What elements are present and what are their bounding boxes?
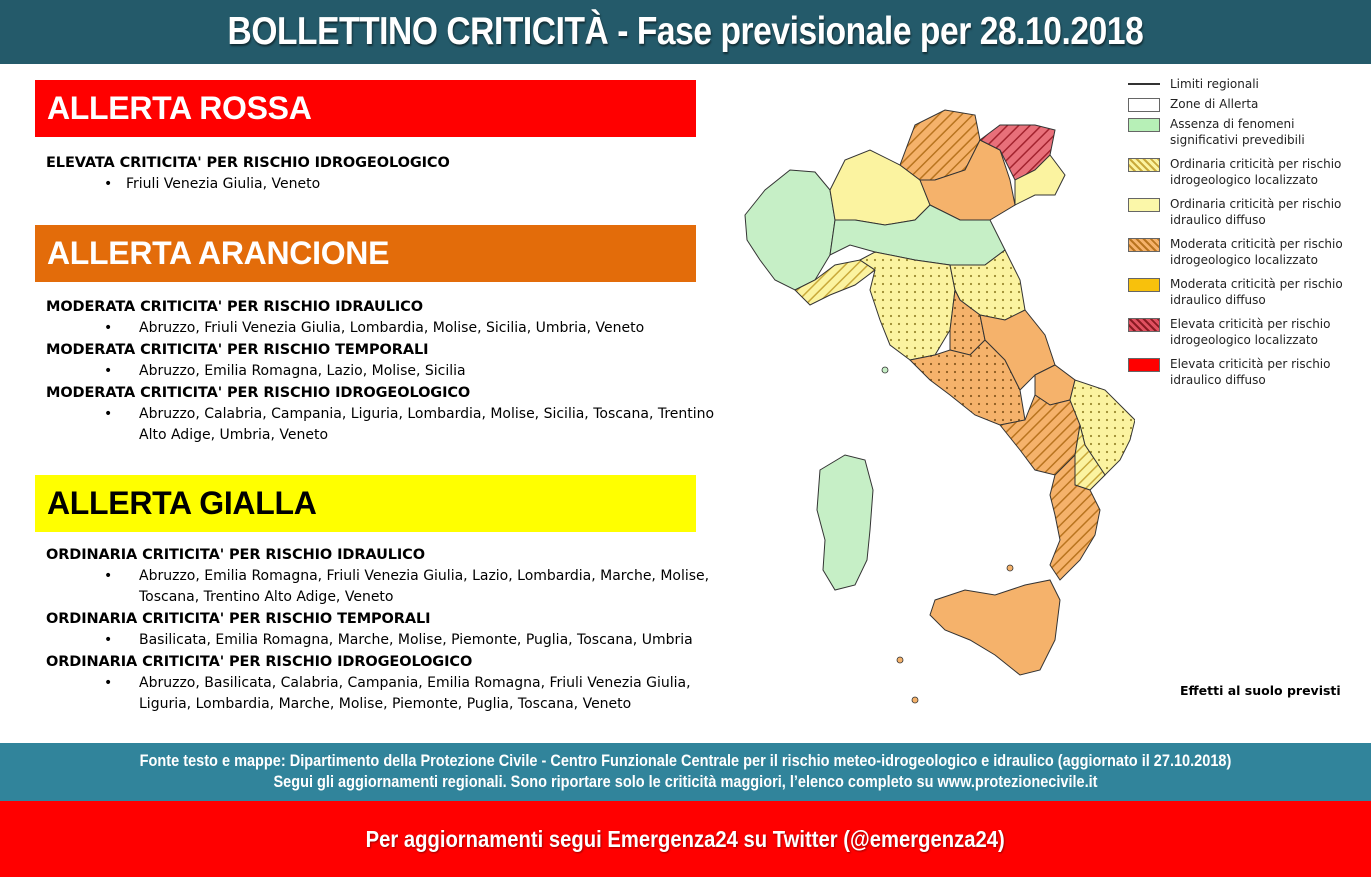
region-text: Friuli Venezia Giulia, Veneto [126, 176, 321, 192]
region-text: Liguria, Lombardia, Marche, Molise, Piemonte, Puglia, Toscana, Veneto [139, 696, 632, 712]
twitter-text: Per aggiornamenti segui Emergenza24 su Twitter (@emergenza24) [365, 825, 1006, 852]
source-line: Fonte testo e mappe: Dipartimento della Protezione Civile - Centro Funzionale Centrale per il rischio meteo-idrogeologico e idraulico (aggiornato il 27.10.2018) [139, 752, 1232, 770]
legend-swatch [1128, 278, 1160, 292]
region-text: Abruzzo, Emilia Romagna, Friuli Venezia Giulia, Lazio, Lombardia, Marche, Molise, [139, 568, 710, 584]
italy-map-graphic [735, 80, 1135, 720]
region-list [46, 404, 736, 425]
risk-heading: ORDINARIA CRITICITA' PER RISCHIO IDROGEOLOGICO [46, 654, 473, 670]
region-sicilia [930, 580, 1060, 675]
island-eolie [1007, 565, 1013, 571]
region-list [46, 174, 736, 195]
risk-heading: ORDINARIA CRITICITA' PER RISCHIO TEMPORALI [46, 611, 431, 627]
legend-label: Ordinaria criticità per rischio idraulico diffuso [1170, 197, 1342, 227]
region-sardegna [817, 455, 873, 590]
legend-swatch [1128, 98, 1160, 112]
legend-label: Elevata criticità per rischio idraulico diffuso [1170, 357, 1331, 387]
bullet-icon: • [104, 176, 113, 192]
region-list [46, 673, 736, 694]
island-pantelleria [897, 657, 903, 663]
region-piemonte [745, 170, 835, 290]
region-toscana [860, 252, 955, 360]
map-caption: Effetti al suolo previsti [1180, 683, 1341, 698]
risk-heading: MODERATA CRITICITA' PER RISCHIO TEMPORALI [46, 342, 429, 358]
region-list [46, 566, 736, 587]
updates-line: Segui gli aggiornamenti regionali. Sono riportare solo le criticità maggiori, l’elenco completo su www.protezionecivile.it [273, 773, 1098, 791]
alert-orange-banner: ALLERTA ARANCIONE [35, 225, 696, 282]
legend-label: Limiti regionali [1170, 77, 1259, 91]
region-text: Alto Adige, Umbria, Veneto [139, 427, 329, 443]
legend-swatch [1128, 118, 1160, 132]
twitter-banner [0, 801, 1371, 877]
legend-swatch [1128, 318, 1160, 332]
region-list [46, 630, 736, 651]
island-elba [882, 367, 888, 373]
region-list-continued [46, 425, 736, 446]
risk-heading: ELEVATA CRITICITA' PER RISCHIO IDROGEOLOGICO [46, 155, 450, 171]
page-header [0, 0, 1371, 64]
legend-label: Moderata criticità per rischio idrogeologico localizzato [1170, 237, 1343, 267]
bullet-icon: • [104, 675, 113, 691]
region-text: Abruzzo, Calabria, Campania, Liguria, Lombardia, Molise, Sicilia, Toscana, Trentino [139, 406, 715, 422]
legend-swatch [1128, 158, 1160, 172]
legend-swatch [1128, 358, 1160, 372]
bullet-icon: • [104, 568, 113, 584]
region-text: Basilicata, Emilia Romagna, Marche, Molise, Piemonte, Puglia, Toscana, Umbria [139, 632, 693, 648]
region-text: Abruzzo, Basilicata, Calabria, Campania, Emilia Romagna, Friuli Venezia Giulia, [139, 675, 691, 691]
bullet-icon: • [104, 406, 113, 422]
region-text: Abruzzo, Emilia Romagna, Lazio, Molise, Sicilia [139, 363, 466, 379]
region-text: Abruzzo, Friuli Venezia Giulia, Lombardia, Molise, Sicilia, Umbria, Veneto [139, 320, 645, 336]
legend-swatch [1128, 198, 1160, 212]
bullet-icon: • [104, 632, 113, 648]
italy-alert-map [735, 80, 1135, 720]
bullet-icon: • [104, 320, 113, 336]
risk-heading: MODERATA CRITICITA' PER RISCHIO IDRAULICO [46, 299, 423, 315]
region-list [46, 361, 736, 382]
alert-yellow-banner: ALLERTA GIALLA [35, 475, 696, 532]
legend-swatch [1128, 238, 1160, 252]
region-list-continued [46, 587, 736, 608]
alert-red-section [46, 152, 736, 195]
source-footer [0, 743, 1371, 801]
legend-label: Zone di Allerta [1170, 97, 1259, 111]
alert-yellow-section [46, 544, 736, 715]
bullet-icon: • [104, 363, 113, 379]
legend-label: Moderata criticità per rischio idraulico diffuso [1170, 277, 1343, 307]
legend-label: Ordinaria criticità per rischio idrogeologico localizzato [1170, 157, 1342, 187]
legend-label: Elevata criticità per rischio idrogeologico localizzato [1170, 317, 1331, 347]
regional-border-swatch [1128, 83, 1160, 85]
region-list-continued [46, 694, 736, 715]
alert-orange-section [46, 296, 736, 446]
risk-heading: ORDINARIA CRITICITA' PER RISCHIO IDRAULICO [46, 547, 425, 563]
page-title: BOLLETTINO CRITICITÀ - Fase previsionale per 28.10.2018 [227, 10, 1144, 53]
legend-label: Assenza di fenomeni significativi prevedibili [1170, 117, 1305, 147]
risk-heading: MODERATA CRITICITA' PER RISCHIO IDROGEOLOGICO [46, 385, 471, 401]
island-lampedusa [912, 697, 918, 703]
alert-red-banner: ALLERTA ROSSA [35, 80, 696, 137]
region-list [46, 318, 736, 339]
region-text: Toscana, Trentino Alto Adige, Veneto [139, 589, 394, 605]
